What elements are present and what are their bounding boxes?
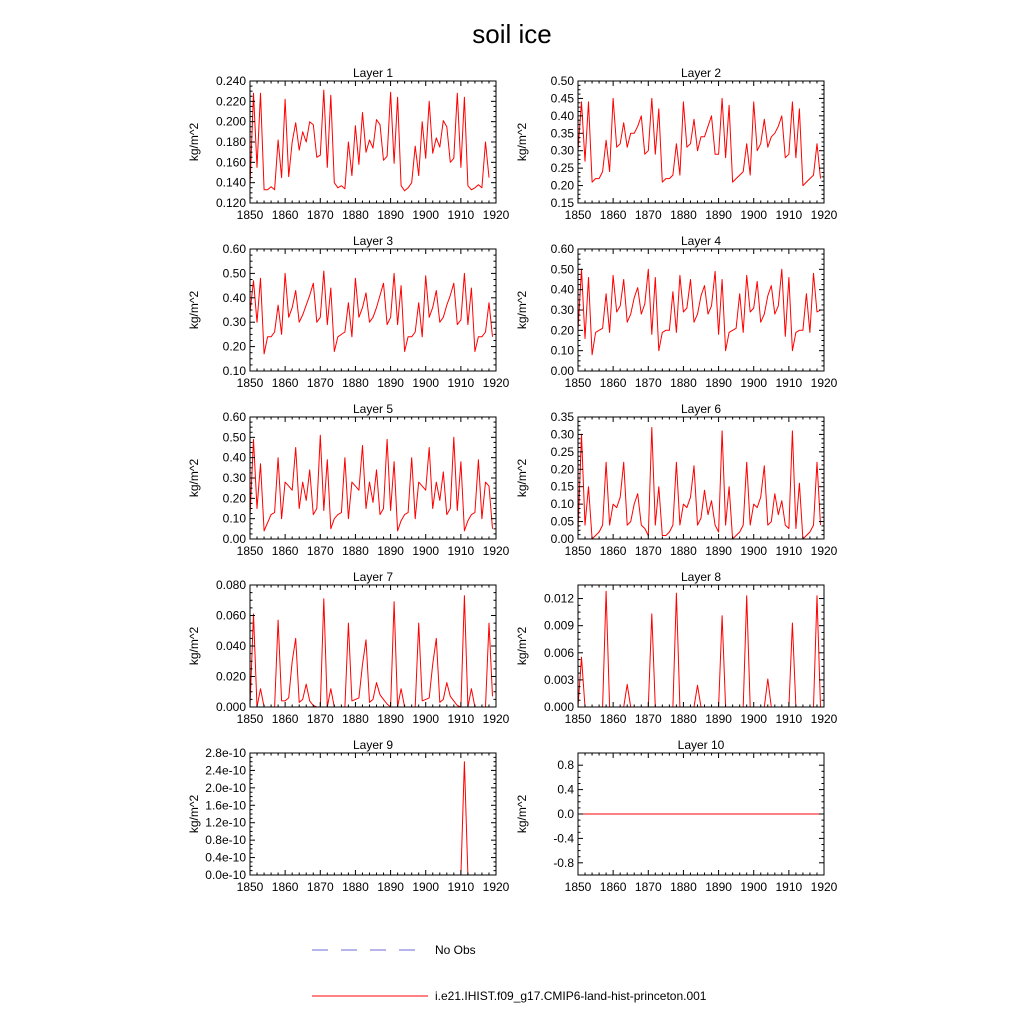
x-tick-label: 1880 [342, 880, 369, 894]
x-tick-label: 1890 [705, 544, 732, 558]
x-tick-label: 1880 [670, 544, 697, 558]
series-line [578, 98, 821, 185]
x-tick-label: 1850 [236, 880, 264, 894]
y-tick-label: 0.240 [215, 74, 246, 88]
x-tick-label: 1910 [447, 880, 475, 894]
figure-title: soil ice [472, 19, 552, 49]
series-line [578, 269, 821, 354]
panel-title: Layer 10 [677, 738, 725, 752]
panel-title: Layer 6 [680, 402, 722, 416]
y-tick-label: 0.4e-10 [205, 850, 246, 865]
y-tick-label: 0.20 [550, 323, 574, 338]
y-tick-label: 0.180 [215, 135, 246, 149]
x-tick-label: 1900 [412, 712, 440, 726]
x-tick-label: 1920 [482, 880, 510, 894]
y-tick-label: 0.50 [550, 262, 574, 277]
x-tick-label: 1890 [705, 880, 732, 894]
y-tick-label: 0.060 [215, 608, 246, 623]
x-tick-label: 1850 [564, 208, 592, 222]
y-tick-label: 0.10 [550, 497, 574, 512]
y-tick-label: 0.009 [543, 618, 574, 633]
panel-grid [187, 66, 838, 894]
y-tick-label: 0.60 [222, 410, 246, 424]
x-tick-label: 1860 [599, 208, 627, 222]
panel-title: Layer 1 [352, 66, 394, 80]
x-tick-label: 1870 [634, 712, 662, 726]
x-tick-label: 1870 [634, 544, 662, 558]
y-tick-label: 0.000 [543, 700, 574, 714]
y-tick-label: 0.00 [222, 532, 246, 546]
x-tick-label: 1890 [377, 712, 404, 726]
y-tick-label: 0.50 [222, 266, 246, 281]
y-tick-label: 0.8e-10 [205, 833, 246, 848]
x-tick-label: 1920 [482, 376, 510, 390]
y-tick-label: 0.10 [222, 511, 246, 526]
y-tick-label: 0.080 [215, 578, 246, 592]
x-tick-label: 1850 [236, 376, 264, 390]
x-tick-label: 1860 [599, 712, 627, 726]
panel-layer-8 [515, 570, 838, 726]
y-tick-label: 0.30 [550, 303, 574, 317]
y-tick-label: 0.20 [550, 178, 574, 193]
x-tick-label: 1910 [775, 712, 803, 726]
y-tick-label: 0.35 [550, 126, 574, 141]
x-tick-label: 1890 [705, 712, 732, 726]
x-tick-label: 1870 [634, 208, 662, 222]
y-tick-label: 0.45 [550, 91, 574, 106]
plot-frame [250, 249, 496, 371]
panel-title: Layer 4 [680, 234, 722, 248]
y-tick-label: 1.6e-10 [205, 798, 246, 813]
y-axis-label: kg/m^2 [515, 290, 529, 330]
x-tick-label: 1900 [412, 208, 440, 222]
series-line [578, 591, 821, 707]
x-tick-label: 1880 [342, 544, 369, 558]
y-axis-label: kg/m^2 [187, 458, 201, 498]
series-line [250, 596, 493, 707]
y-tick-label: 0.0e-10 [205, 868, 246, 882]
panel-title: Layer 7 [352, 570, 394, 584]
x-tick-label: 1890 [705, 208, 732, 222]
x-tick-label: 1850 [564, 712, 592, 726]
x-tick-label: 1870 [306, 712, 334, 726]
y-tick-label: 2.4e-10 [205, 763, 246, 778]
y-tick-label: 0.25 [550, 161, 574, 176]
x-tick-label: 1860 [271, 880, 299, 894]
y-axis-label: kg/m^2 [515, 794, 529, 834]
x-tick-label: 1890 [705, 376, 732, 390]
y-tick-label: 0.35 [550, 410, 574, 424]
y-tick-label: 0.30 [222, 315, 246, 330]
panel-title: Layer 2 [680, 66, 722, 80]
x-tick-label: 1870 [306, 544, 334, 558]
legend-label-model-run: i.e21.IHIST.f09_g17.CMIP6-land-hist-princeton.001 [435, 989, 707, 1003]
y-tick-label: 0.60 [550, 242, 574, 256]
x-tick-label: 1910 [447, 376, 475, 390]
plot-frame [578, 417, 824, 539]
x-tick-label: 1900 [740, 376, 768, 390]
panel-layer-9 [187, 738, 510, 894]
plot-frame [250, 753, 496, 875]
y-tick-label: 0.15 [550, 196, 574, 210]
x-tick-label: 1850 [564, 544, 592, 558]
x-tick-label: 1880 [670, 880, 697, 894]
y-axis-label: kg/m^2 [515, 458, 529, 498]
y-tick-label: 0.140 [215, 175, 246, 190]
y-tick-label: 0.40 [550, 108, 574, 123]
x-tick-label: 1900 [412, 880, 440, 894]
x-tick-label: 1850 [236, 544, 264, 558]
x-tick-label: 1860 [271, 712, 299, 726]
x-tick-label: 1920 [482, 544, 510, 558]
x-tick-label: 1880 [670, 712, 697, 726]
panel-layer-2 [515, 66, 838, 222]
y-tick-label: 0.40 [550, 282, 574, 297]
x-tick-label: 1880 [670, 208, 697, 222]
y-tick-label: 0.40 [222, 290, 246, 305]
x-tick-label: 1900 [740, 712, 768, 726]
y-tick-label: 0.200 [215, 114, 246, 129]
panel-layer-7 [187, 570, 510, 726]
x-tick-label: 1870 [306, 880, 334, 894]
y-tick-label: 0.60 [222, 242, 246, 256]
y-tick-label: 0.25 [550, 444, 574, 459]
x-tick-label: 1900 [740, 544, 768, 558]
y-tick-label: 2.8e-10 [205, 746, 246, 760]
x-tick-label: 1910 [775, 376, 803, 390]
x-tick-label: 1920 [810, 208, 838, 222]
series-line [250, 90, 489, 191]
panel-layer-6 [515, 402, 838, 558]
x-tick-label: 1880 [670, 376, 697, 390]
x-tick-label: 1860 [271, 544, 299, 558]
x-tick-label: 1880 [342, 712, 369, 726]
x-tick-label: 1910 [775, 544, 803, 558]
x-tick-label: 1880 [342, 208, 369, 222]
y-tick-label: 0.40 [222, 450, 246, 465]
x-tick-label: 1900 [412, 376, 440, 390]
y-tick-label: 0.00 [550, 532, 574, 546]
x-tick-label: 1890 [377, 208, 404, 222]
x-tick-label: 1870 [634, 880, 662, 894]
x-tick-label: 1880 [342, 376, 369, 390]
y-tick-label: -0.8 [553, 855, 574, 870]
y-tick-label: 0.30 [550, 427, 574, 442]
x-tick-label: 1870 [634, 376, 662, 390]
x-tick-label: 1920 [810, 376, 838, 390]
panel-title: Layer 9 [352, 738, 394, 752]
y-tick-label: 0.50 [222, 430, 246, 445]
x-tick-label: 1920 [810, 544, 838, 558]
x-tick-label: 1900 [740, 880, 768, 894]
x-tick-label: 1850 [236, 712, 264, 726]
x-tick-label: 1920 [482, 208, 510, 222]
y-tick-label: 0.30 [550, 143, 574, 158]
y-tick-label: 0.4 [557, 782, 574, 797]
y-tick-label: 0.006 [543, 645, 574, 660]
x-tick-label: 1890 [377, 376, 404, 390]
y-axis-label: kg/m^2 [515, 122, 529, 162]
series-line [250, 271, 493, 354]
x-tick-label: 1910 [775, 880, 803, 894]
x-tick-label: 1910 [447, 544, 475, 558]
legend-label-no-obs: No Obs [435, 943, 476, 957]
x-tick-label: 1900 [412, 544, 440, 558]
y-tick-label: 0.15 [550, 479, 574, 494]
x-tick-label: 1920 [810, 712, 838, 726]
panel-title: Layer 3 [352, 234, 394, 248]
x-tick-label: 1850 [564, 880, 592, 894]
y-tick-label: 0.120 [215, 196, 246, 210]
x-tick-label: 1920 [810, 880, 838, 894]
series-line [250, 435, 493, 531]
x-tick-label: 1850 [564, 376, 592, 390]
y-axis-label: kg/m^2 [515, 626, 529, 666]
x-tick-label: 1920 [482, 712, 510, 726]
y-axis-label: kg/m^2 [187, 794, 201, 834]
x-tick-label: 1910 [775, 208, 803, 222]
panel-layer-1 [187, 66, 510, 222]
x-tick-label: 1860 [271, 376, 299, 390]
y-tick-label: 0.160 [215, 155, 246, 170]
x-tick-label: 1860 [271, 208, 299, 222]
y-tick-label: 0.10 [550, 343, 574, 358]
x-tick-label: 1860 [599, 880, 627, 894]
y-tick-label: 0.30 [222, 471, 246, 485]
panel-layer-10 [515, 738, 838, 894]
y-tick-label: 0.012 [543, 591, 574, 606]
plot-frame [578, 585, 824, 707]
y-tick-label: 0.10 [222, 364, 246, 378]
y-tick-label: 0.8 [557, 758, 574, 773]
y-axis-label: kg/m^2 [187, 626, 201, 666]
y-tick-label: 0.0 [557, 807, 574, 821]
x-tick-label: 1860 [599, 376, 627, 390]
x-tick-label: 1870 [306, 208, 334, 222]
panel-layer-4 [515, 234, 838, 390]
x-tick-label: 1910 [447, 208, 475, 222]
x-tick-label: 1890 [377, 544, 404, 558]
series-line [578, 428, 821, 540]
x-tick-label: 1850 [236, 208, 264, 222]
y-tick-label: 0.00 [550, 364, 574, 378]
y-axis-label: kg/m^2 [187, 290, 201, 330]
panel-layer-3 [187, 234, 510, 390]
y-tick-label: 0.20 [222, 491, 246, 506]
x-tick-label: 1870 [306, 376, 334, 390]
series-line [250, 762, 493, 875]
plot-frame [578, 81, 824, 203]
y-tick-label: 0.000 [215, 700, 246, 714]
y-tick-label: 0.05 [550, 514, 574, 529]
y-tick-label: 0.020 [215, 669, 246, 684]
panel-layer-5 [187, 402, 510, 558]
y-tick-label: 0.003 [543, 672, 574, 687]
plot-frame [250, 417, 496, 539]
x-tick-label: 1860 [599, 544, 627, 558]
plot-frame [250, 585, 496, 707]
x-tick-label: 1890 [377, 880, 404, 894]
y-tick-label: 0.220 [215, 94, 246, 109]
y-tick-label: -0.4 [553, 831, 574, 846]
x-tick-label: 1900 [740, 208, 768, 222]
y-tick-label: 0.20 [550, 462, 574, 477]
x-tick-label: 1910 [447, 712, 475, 726]
y-tick-label: 0.50 [550, 74, 574, 88]
y-tick-label: 0.040 [215, 639, 246, 653]
y-tick-label: 0.20 [222, 339, 246, 354]
legend [312, 943, 707, 1003]
y-axis-label: kg/m^2 [187, 122, 201, 162]
panel-title: Layer 8 [680, 570, 722, 584]
y-tick-label: 2.0e-10 [205, 780, 246, 795]
panel-title: Layer 5 [352, 402, 394, 416]
y-tick-label: 1.2e-10 [205, 815, 246, 830]
